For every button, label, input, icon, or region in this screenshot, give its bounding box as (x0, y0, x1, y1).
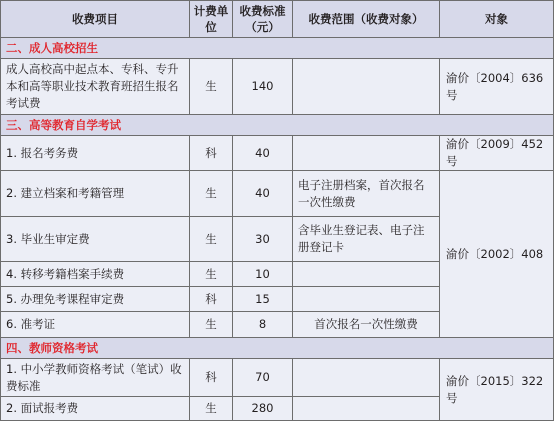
header-unit: 计费单位 (190, 1, 233, 38)
section-row (1, 115, 554, 136)
cell-target: 渝价〔2004〕636号 (440, 59, 554, 115)
header-target: 对象 (440, 1, 554, 38)
cell-unit: 生 (190, 262, 233, 287)
cell-item: 5. 办理免考课程审定费 (1, 287, 190, 312)
section-title: 三、高等教育自学考试 (1, 115, 554, 136)
cell-scope: 首次报名一次性缴费 (293, 312, 440, 338)
cell-target: 渝价〔2015〕322号 (440, 359, 554, 421)
cell-scope: 电子注册档案，首次报名一次性缴费 (293, 171, 440, 217)
cell-target: 渝价〔2009〕452号 (440, 136, 554, 171)
cell-standard: 40 (233, 171, 293, 217)
cell-unit: 生 (190, 171, 233, 217)
cell-unit: 生 (190, 397, 233, 421)
header-scope: 收费范围（收费对象） (293, 1, 440, 38)
cell-scope (293, 136, 440, 171)
cell-standard: 140 (233, 59, 293, 115)
table-row (1, 136, 554, 171)
cell-standard: 8 (233, 312, 293, 338)
table-row (1, 59, 554, 115)
cell-standard: 70 (233, 359, 293, 397)
cell-item: 成人高校高中起点本、专科、专升本和高等职业技术教育班招生报名考试费 (1, 59, 190, 115)
cell-item: 6. 准考证 (1, 312, 190, 338)
section-row (1, 338, 554, 359)
cell-item: 1. 中小学教师资格考试（笔试）收费标准 (1, 359, 190, 397)
cell-target: 渝价〔2002〕408 (440, 171, 554, 338)
cell-unit: 科 (190, 136, 233, 171)
cell-item: 1. 报名考务费 (1, 136, 190, 171)
cell-standard: 15 (233, 287, 293, 312)
cell-item: 2. 面试报考费 (1, 397, 190, 421)
section-title: 四、教师资格考试 (1, 338, 554, 359)
table-row (1, 359, 554, 397)
section-row (1, 38, 554, 59)
cell-scope (293, 262, 440, 287)
cell-item: 2. 建立档案和考籍管理 (1, 171, 190, 217)
cell-unit: 生 (190, 312, 233, 338)
cell-standard: 30 (233, 217, 293, 262)
cell-standard: 10 (233, 262, 293, 287)
cell-scope (293, 359, 440, 397)
cell-scope (293, 59, 440, 115)
cell-standard: 280 (233, 397, 293, 421)
cell-unit: 科 (190, 359, 233, 397)
table-row (1, 171, 554, 217)
cell-item: 4. 转移考籍档案手续费 (1, 262, 190, 287)
cell-unit: 生 (190, 217, 233, 262)
cell-scope (293, 397, 440, 421)
cell-standard: 40 (233, 136, 293, 171)
header-item: 收费项目 (1, 1, 190, 38)
cell-item: 3. 毕业生审定费 (1, 217, 190, 262)
cell-scope (293, 287, 440, 312)
section-title: 二、成人高校招生 (1, 38, 554, 59)
header-standard: 收费标准（元） (233, 1, 293, 38)
cell-unit: 科 (190, 287, 233, 312)
cell-unit: 生 (190, 59, 233, 115)
cell-scope: 含毕业生登记表、电子注册登记卡 (293, 217, 440, 262)
